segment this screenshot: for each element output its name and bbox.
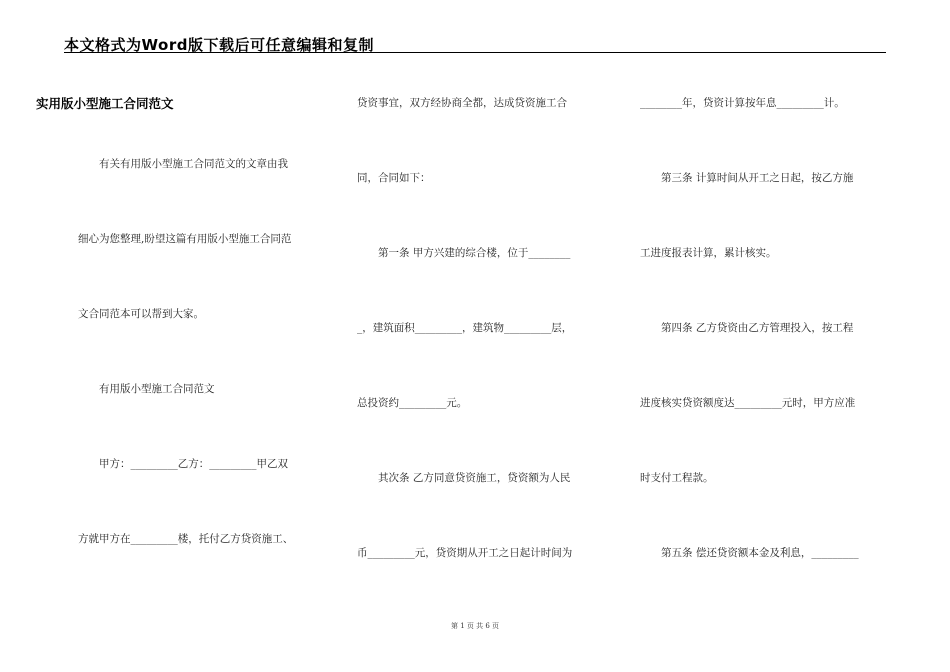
text-column-3 [640,0,890,620]
text-line: 第三条 计算时间从开工之日起，按乙方施 [640,172,854,184]
text-line: 其次条 乙方同意贷资施工，贷资额为人民 [357,472,571,484]
text-line: 有关有用版小型施工合同范文的文章由我 [78,158,288,170]
text-line: 工进度报表计算，累计核实。 [640,247,777,259]
text-line: 进度核实贷资额度达_________元时，甲方应准 [640,397,856,409]
text-line: 方就甲方在_________楼，托付乙方贷资施工、 [78,533,294,545]
text-line: 有用版小型施工合同范文 [78,383,215,395]
text-line: 总投资约_________元。 [357,397,468,409]
text-column-1 [78,0,328,620]
text-line: 第四条 乙方贷资由乙方管理投入，按工程 [640,322,854,334]
page-number: 第 1 页 共 6 页 [450,622,500,630]
text-line: 币_________元，贷资期从开工之日起计时间为 [357,547,573,559]
text-line: 第五条 偿还贷资额本金及利息，_________ [640,547,859,559]
text-column-2 [357,0,607,620]
text-line: 同，合同如下： [357,172,431,184]
text-line: 文合同范本可以帮到大家。 [78,308,204,320]
text-line: 第一条 甲方兴建的综合楼，位于________ [357,247,571,259]
text-line: 时支付工程款。 [640,472,714,484]
text-line: 甲方：_________乙方：_________甲乙双 [78,458,288,470]
document-title: 实用版小型施工合同范文 [36,96,174,111]
page-header-title: 本文格式为Word版下载后可任意编辑和复制 [64,36,374,54]
text-line: 贷资事宜，双方经协商全都，达成贷资施工合 [357,97,567,109]
text-line: _，建筑面积_________，建筑物_________层， [357,322,573,334]
text-line: ________年，贷资计算按年息_________计。 [640,97,845,109]
text-line: 细心为您整理,盼望这篇有用版小型施工合同范 [78,233,292,245]
